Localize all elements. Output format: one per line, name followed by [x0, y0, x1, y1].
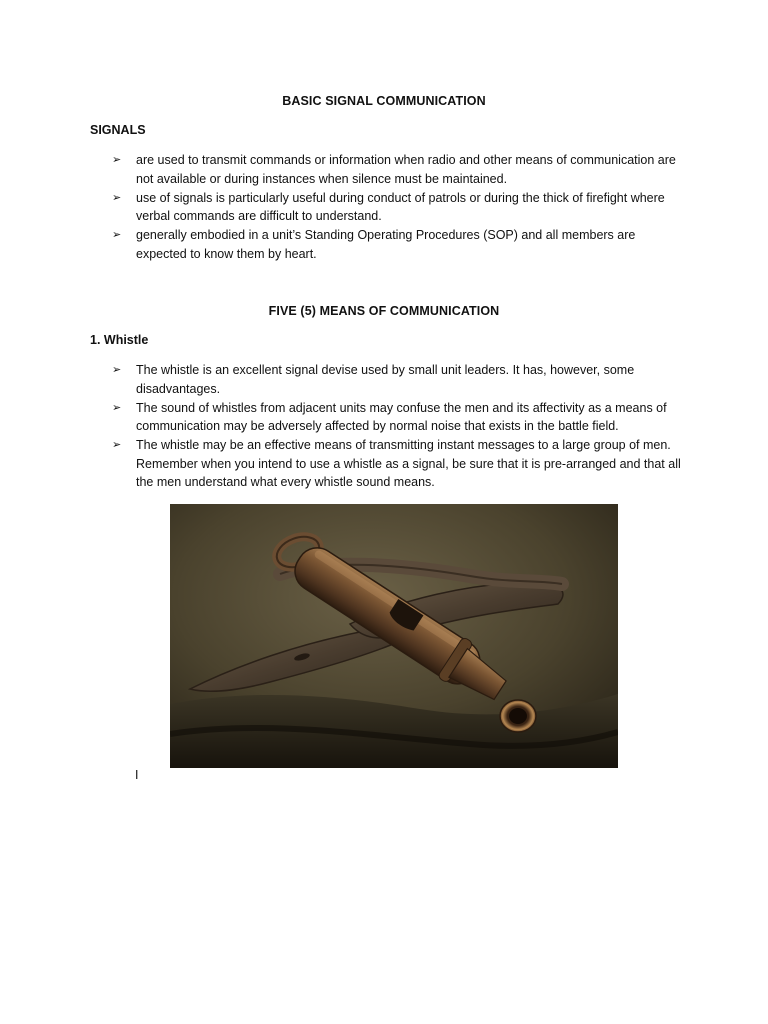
- arrow-bullet-icon: ➢: [112, 229, 122, 241]
- list-item: [112, 151, 687, 188]
- bullet-text: generally embodied in a unit’s Standing Operating Procedures (SOP) and all members are expected to know them by heart.: [136, 228, 636, 261]
- whistle-photo-illustration: [170, 504, 618, 768]
- list-item: [112, 189, 687, 226]
- signals-heading: SIGNALS: [90, 123, 146, 137]
- list-item: [112, 436, 687, 492]
- signals-bullet-list: [112, 151, 687, 264]
- arrow-bullet-icon: ➢: [112, 191, 122, 204]
- whistle-heading: 1. Whistle: [90, 333, 149, 347]
- whistle-bullet-list: [112, 361, 687, 492]
- whistle-photo: [170, 504, 618, 768]
- arrow-bullet-icon: ➢: [112, 364, 122, 376]
- page-title: BASIC SIGNAL COMMUNICATION: [282, 94, 486, 108]
- arrow-bullet-icon: ➢: [112, 401, 122, 414]
- bullet-text: are used to transmit commands or information when radio and other means of communication are not available or during instances when silence must be maintained.: [136, 153, 676, 186]
- means-title: FIVE (5) MEANS OF COMMUNICATION: [268, 304, 500, 318]
- list-item: [112, 399, 687, 436]
- arrow-bullet-icon: ➢: [112, 154, 122, 166]
- list-item: [112, 361, 687, 398]
- list-item: [112, 226, 687, 263]
- arrow-bullet-icon: ➢: [112, 439, 122, 451]
- trailing-text-cursor: I: [135, 768, 139, 782]
- bullet-text: The whistle is an excellent signal devise used by small unit leaders. It has, however, some disadvantages.: [136, 363, 635, 396]
- bullet-text: The whistle may be an effective means of transmitting instant messages to a large group of men. Remember when you intend to use a whistle as a signal, be sure that it is pre-arranged and that all the men understand what every whistle sound means.: [136, 438, 681, 489]
- bullet-text: use of signals is particularly useful during conduct of patrols or during the thick of firefight where verbal commands are difficult to understand.: [136, 190, 665, 223]
- bullet-text: The sound of whistles from adjacent units may confuse the men and its affectivity as a means of communication may be adversely affected by normal noise that exists in the battle field.: [136, 400, 667, 433]
